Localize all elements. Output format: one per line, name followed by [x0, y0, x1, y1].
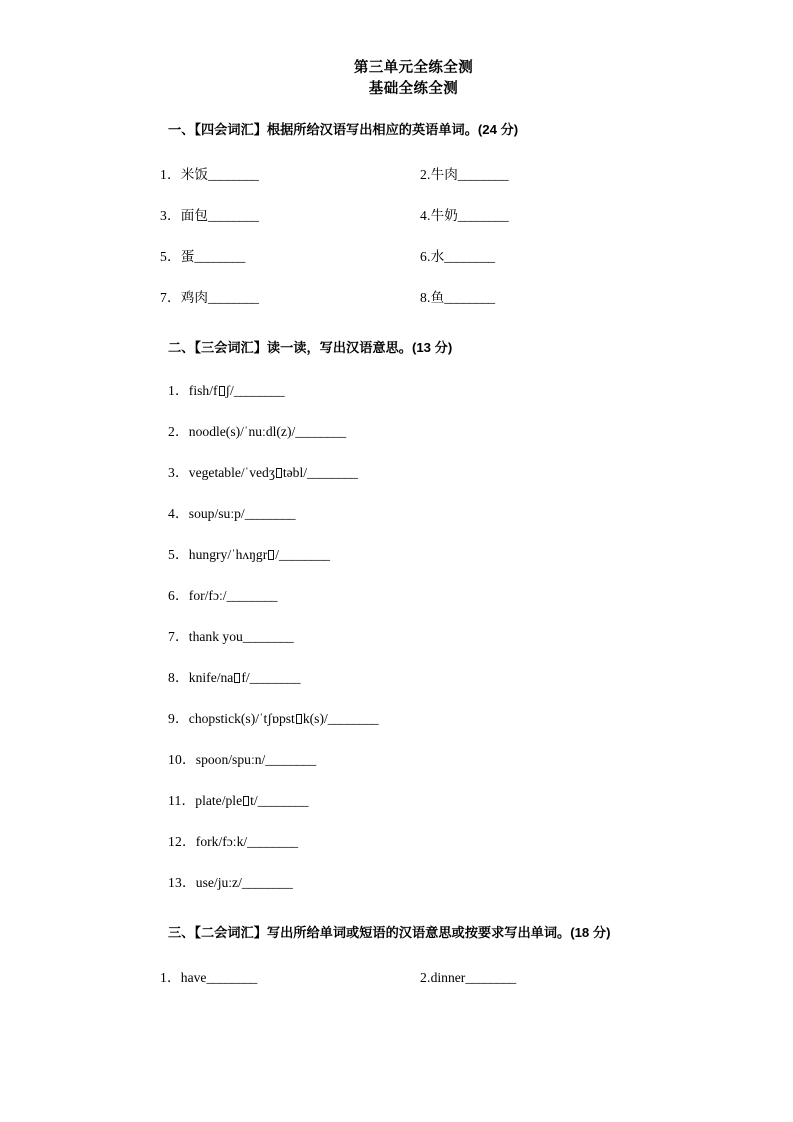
item-text: 牛奶 [430, 208, 458, 223]
list-item [150, 780, 677, 821]
item-number: 2. [420, 167, 431, 182]
item-word: for [188, 588, 205, 603]
ipa-before: /spuːn/ [228, 752, 266, 767]
list-item [420, 154, 508, 195]
title-block [150, 0, 677, 100]
answer-blank[interactable]: ________ [244, 506, 296, 521]
answer-blank[interactable]: ________ [457, 167, 509, 182]
answer-blank[interactable]: ________ [207, 290, 259, 305]
list-item [150, 739, 677, 780]
answer-blank[interactable]: ________ [295, 424, 346, 439]
answer-blank[interactable]: ________ [233, 383, 285, 398]
ipa-after: təbl/ [282, 465, 308, 480]
list-item [150, 616, 677, 657]
item-word: use [195, 875, 214, 890]
item-word: thank you [188, 629, 243, 644]
section-3-items [150, 957, 677, 998]
answer-blank[interactable]: ________ [207, 167, 259, 182]
ipa-before: /ˈhʌŋgr [227, 547, 268, 562]
item-word: knife [188, 670, 217, 685]
list-item [150, 862, 677, 903]
item-number: 4. [420, 208, 431, 223]
list-item [160, 195, 258, 236]
item-text: 鸡肉 [180, 290, 208, 305]
list-item [150, 821, 677, 862]
ipa-before: /juːz/ [213, 875, 242, 890]
item-number: 3． [160, 208, 181, 223]
answer-blank[interactable]: ________ [279, 547, 330, 562]
answer-blank[interactable]: ________ [194, 249, 245, 264]
item-text: 蛋 [180, 249, 195, 264]
list-item [150, 657, 677, 698]
list-item [420, 236, 495, 277]
item-number: 7． [160, 290, 181, 305]
ipa-before: /f [209, 383, 218, 398]
section-heading-2: 二、【三会词汇】读一读，写出汉语意思。(13 分) [168, 340, 453, 355]
item-word: fork [195, 834, 219, 849]
ipa-before: /fɔː/ [204, 588, 227, 603]
item-number: 3． [168, 465, 189, 480]
ipa-before: /ˈtʃɒpst [255, 711, 295, 726]
answer-blank[interactable]: ________ [241, 875, 293, 890]
section-heading-3: 三、【二会词汇】写出所给单词或短语的汉语意思或按要求写出单词。(18 分) [168, 925, 611, 940]
ipa-before: /na [216, 670, 234, 685]
answer-blank[interactable]: ________ [242, 629, 294, 644]
section-1-items [150, 154, 677, 318]
item-number: 2． [168, 424, 189, 439]
item-number: 1． [168, 383, 189, 398]
list-item [150, 575, 677, 616]
answer-blank[interactable]: ________ [249, 670, 301, 685]
list-item [150, 534, 677, 575]
list-item [160, 154, 258, 195]
item-text: 水 [430, 249, 445, 264]
table-row [150, 236, 677, 277]
item-number: 12． [168, 834, 196, 849]
item-text: 米饭 [180, 167, 208, 182]
list-item [150, 698, 677, 739]
answer-blank[interactable]: ________ [465, 970, 516, 985]
item-number: 10． [168, 752, 196, 767]
item-text: dinner [430, 970, 466, 985]
section-heading-1: 一、【四会词汇】根据所给汉语写出相应的英语单词。(24 分) [168, 122, 519, 137]
answer-blank[interactable]: ________ [257, 793, 309, 808]
table-row [150, 277, 677, 318]
item-word: soup [188, 506, 215, 521]
ipa-before: /ple [221, 793, 243, 808]
missing-glyph-icon [268, 550, 274, 560]
answer-blank[interactable]: ________ [457, 208, 509, 223]
item-text: 面包 [180, 208, 208, 223]
item-number: 7． [168, 629, 189, 644]
ipa-after: / [275, 547, 280, 562]
item-word: plate [195, 793, 222, 808]
missing-glyph-icon [234, 673, 240, 683]
ipa-after: ʃ/ [225, 383, 234, 398]
item-word: chopstick(s) [188, 711, 256, 726]
item-number: 6． [168, 588, 189, 603]
answer-blank[interactable]: ________ [226, 588, 277, 603]
answer-blank[interactable]: ________ [265, 752, 316, 767]
answer-blank[interactable]: ________ [207, 208, 259, 223]
item-text: 鱼 [430, 290, 445, 305]
item-text: 牛肉 [430, 167, 458, 182]
missing-glyph-icon [296, 714, 302, 724]
list-item [150, 370, 677, 411]
item-number: 13． [168, 875, 196, 890]
list-item [160, 277, 258, 318]
item-number: 5． [168, 547, 189, 562]
list-item [420, 957, 516, 998]
item-number: 11． [168, 793, 196, 808]
list-item [160, 236, 245, 277]
document-title: 第三单元全练全测 [353, 60, 474, 76]
item-number: 2. [420, 970, 431, 985]
table-row [150, 154, 677, 195]
item-word: hungry [188, 547, 228, 562]
item-number: 5． [160, 249, 181, 264]
list-item [150, 493, 677, 534]
missing-glyph-icon [243, 796, 249, 806]
item-word: vegetable [188, 465, 241, 480]
item-word: noodle(s) [188, 424, 241, 439]
ipa-after: t/ [250, 793, 258, 808]
ipa-before: /ˈvedʒ [240, 465, 275, 480]
item-word: fish [188, 383, 210, 398]
list-item [150, 452, 677, 493]
item-number: 6. [420, 249, 431, 264]
item-number: 4． [168, 506, 189, 521]
answer-blank[interactable]: ________ [307, 465, 358, 480]
list-item [160, 957, 257, 998]
item-number: 9． [168, 711, 189, 726]
answer-blank[interactable]: ________ [444, 249, 495, 264]
ipa-before: /fɔːk/ [218, 834, 248, 849]
ipa-after: f/ [241, 670, 250, 685]
answer-blank[interactable]: ________ [327, 711, 379, 726]
answer-blank[interactable]: ________ [444, 290, 495, 305]
item-number: 1． [160, 970, 181, 985]
document-subtitle: 基础全练全测 [368, 81, 459, 97]
item-number: 8． [168, 670, 189, 685]
item-text: have [180, 970, 207, 985]
table-row [150, 195, 677, 236]
item-number: 1． [160, 167, 181, 182]
answer-blank[interactable]: ________ [206, 970, 257, 985]
table-row [150, 957, 677, 998]
missing-glyph-icon [219, 386, 225, 396]
missing-glyph-icon [276, 468, 282, 478]
list-item [420, 195, 508, 236]
answer-blank[interactable]: ________ [247, 834, 298, 849]
item-word: spoon [195, 752, 229, 767]
ipa-after: k(s)/ [302, 711, 328, 726]
ipa-before: /suːp/ [214, 506, 245, 521]
item-number: 8. [420, 290, 431, 305]
list-item [420, 277, 495, 318]
list-item [150, 411, 677, 452]
ipa-before: /ˈnuːdl(z)/ [240, 424, 296, 439]
section-2-items [150, 370, 677, 903]
